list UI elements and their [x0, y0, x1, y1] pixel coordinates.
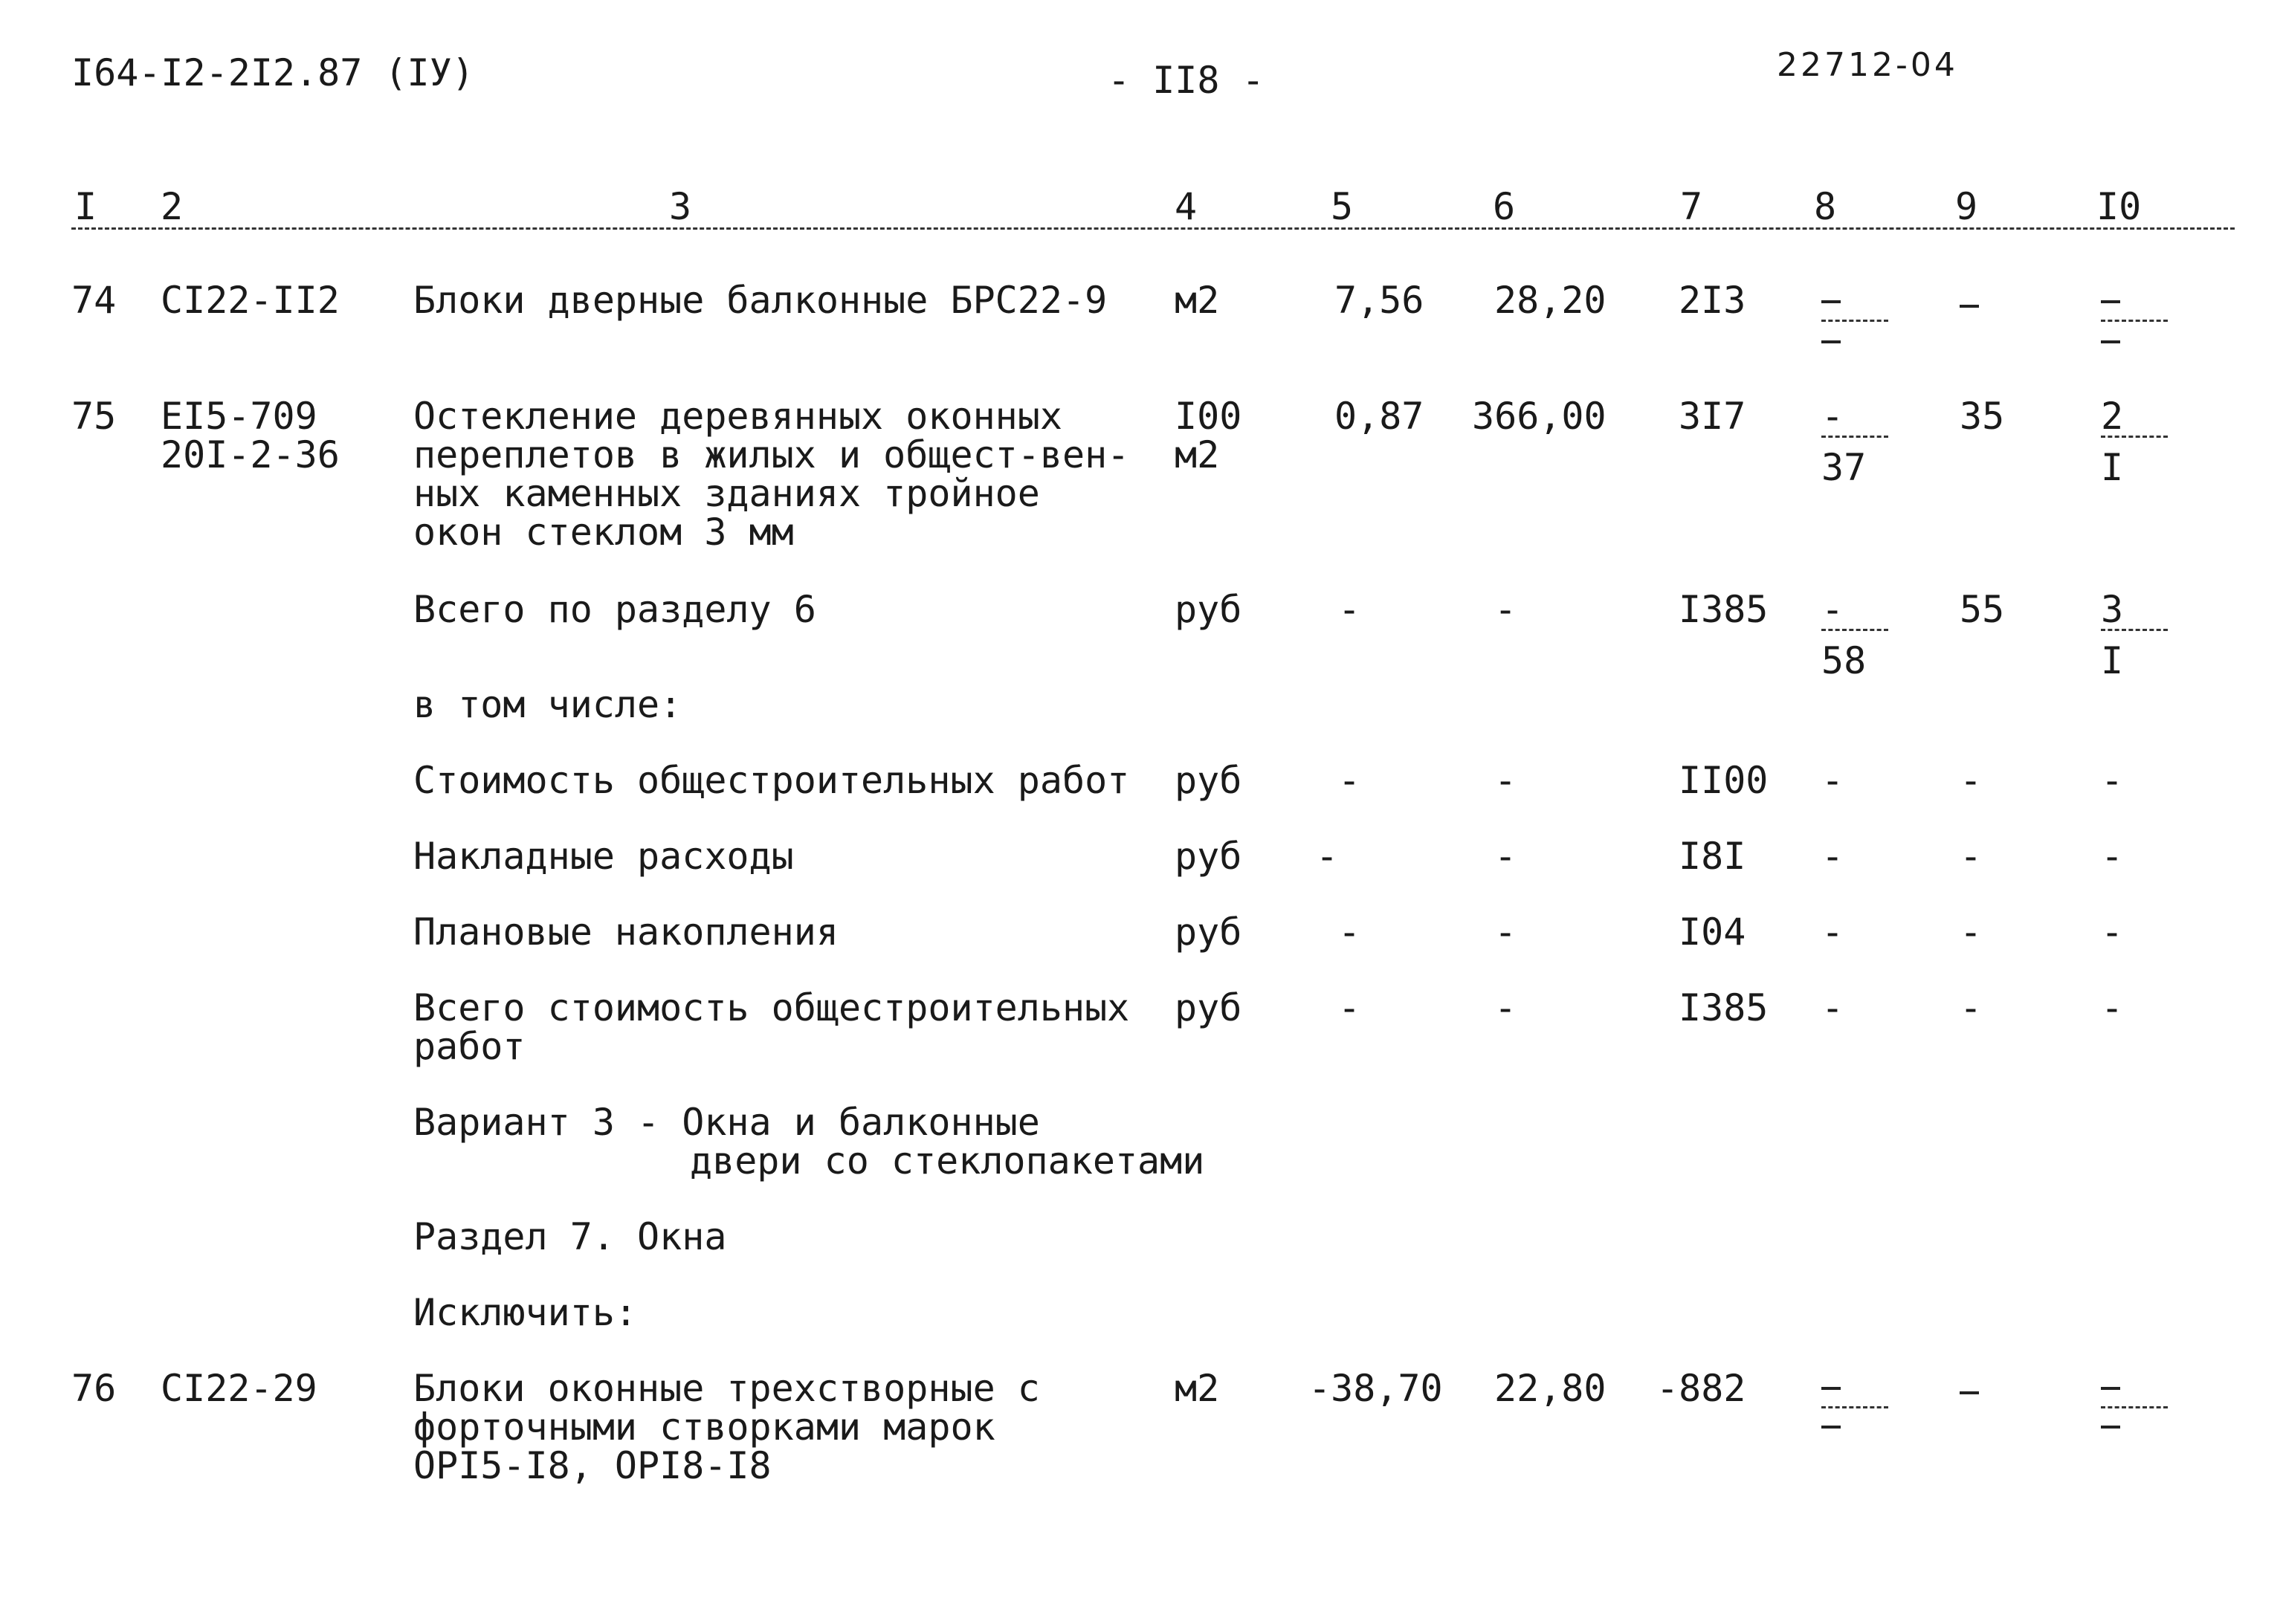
- dash-mark: [1821, 340, 1841, 343]
- row-col-9: -: [1960, 835, 1983, 878]
- dash-mark: [1821, 1387, 1841, 1390]
- row-price: 22,80: [1494, 1367, 1607, 1410]
- row-description: Плановые накопления: [413, 910, 839, 954]
- row-code: CI22-29: [161, 1367, 317, 1410]
- row-unit: руб: [1175, 910, 1242, 954]
- fraction-numerator: 2: [2101, 397, 2168, 438]
- row-code: EI5-709: [161, 395, 317, 438]
- row-number: 75: [71, 395, 117, 438]
- row-unit: м2: [1175, 279, 1220, 322]
- row-description-line: форточными створками марок: [413, 1405, 995, 1449]
- column-header-3: 3: [669, 185, 692, 228]
- row-description-line: ных каменных зданиях тройное: [413, 472, 1040, 515]
- fraction-col-10: [2101, 397, 2168, 487]
- including-label: в том числе:: [413, 683, 682, 726]
- row-description: Стоимость общестроительных работ: [413, 759, 1130, 802]
- row-total: I385: [1679, 986, 1769, 1029]
- fraction-denominator: 37: [1821, 446, 1867, 489]
- fraction-numerator: 3: [2101, 590, 2168, 631]
- row-description-line: Остекление деревянных оконных: [413, 395, 1062, 438]
- document-code: I64-I2-2I2.87 (IУ): [71, 51, 474, 94]
- row-quantity: -: [1338, 588, 1361, 631]
- row-price: -: [1494, 759, 1517, 802]
- column-header-4: 4: [1175, 185, 1198, 228]
- fraction-col-8: [1821, 590, 1888, 680]
- row-col-8: -: [1821, 986, 1844, 1029]
- header-underline: [71, 227, 2235, 230]
- page-number: - II8 -: [1108, 59, 1265, 102]
- exclude-label: Исключить:: [413, 1291, 638, 1334]
- column-header-7: 7: [1680, 185, 1703, 228]
- row-price: 28,20: [1494, 279, 1607, 322]
- row-price: 366,00: [1472, 395, 1607, 438]
- fraction-denominator: I: [2101, 446, 2124, 489]
- row-total: -882: [1656, 1367, 1746, 1410]
- row-total: 2I3: [1679, 279, 1746, 322]
- row-unit: руб: [1175, 835, 1242, 878]
- row-description-line: окон стеклом 3 мм: [413, 511, 794, 554]
- fraction-numerator: -: [1821, 397, 1888, 438]
- fraction-col-8: [1821, 397, 1888, 487]
- row-code-secondary: 20I-2-36: [161, 433, 340, 476]
- row-col-10: -: [2101, 835, 2124, 878]
- row-number: 76: [71, 1367, 117, 1410]
- dash-mark: [1821, 300, 1841, 303]
- row-col-10: -: [2101, 910, 2124, 954]
- row-quantity: -: [1316, 835, 1339, 878]
- row-description-line: ОРI5-I8, ОРI8-I8: [413, 1444, 772, 1487]
- section-heading: Раздел 7. Окна: [413, 1215, 727, 1258]
- row-total: I8I: [1679, 835, 1746, 878]
- row-col-8: -: [1821, 759, 1844, 802]
- row-description: Блоки дверные балконные БРС22-9: [413, 279, 1108, 322]
- row-quantity: -: [1338, 910, 1361, 954]
- dash-mark: [2101, 340, 2120, 343]
- column-header-6: 6: [1493, 185, 1516, 228]
- row-quantity: -38,70: [1308, 1367, 1443, 1410]
- row-price: -: [1494, 910, 1517, 954]
- column-header-5: 5: [1331, 185, 1354, 228]
- column-header-8: 8: [1814, 185, 1837, 228]
- fraction-line: [2101, 320, 2168, 322]
- row-description: Накладные расходы: [413, 835, 794, 878]
- row-col-9: -: [1960, 986, 1983, 1029]
- fraction-denominator: I: [2101, 639, 2124, 682]
- row-unit: I00: [1175, 395, 1242, 438]
- row-col-9: 35: [1960, 395, 2005, 438]
- fraction-line: [1821, 320, 1888, 322]
- row-price: -: [1494, 588, 1517, 631]
- dash-mark: [1960, 1391, 1979, 1394]
- row-col-10: -: [2101, 759, 2124, 802]
- row-description-line: Всего стоимость общестроительных: [413, 986, 1130, 1029]
- row-total: I385: [1679, 588, 1769, 631]
- row-price: -: [1494, 835, 1517, 878]
- row-col-10: -: [2101, 986, 2124, 1029]
- row-col-9: -: [1960, 759, 1983, 802]
- row-unit: м2: [1175, 1367, 1220, 1410]
- column-header-10: I0: [2096, 185, 2142, 228]
- row-col-8: -: [1821, 910, 1844, 954]
- dash-mark: [2101, 1426, 2120, 1429]
- row-price: -: [1494, 986, 1517, 1029]
- row-description-line: переплетов в жилых и общест-вен-: [413, 433, 1130, 476]
- dash-mark: [1821, 1426, 1841, 1429]
- fraction-col-10: [2101, 590, 2168, 680]
- column-header-2: 2: [161, 185, 184, 228]
- variant-heading-line2: двери со стеклопакетами: [690, 1139, 1205, 1183]
- row-col-8: -: [1821, 835, 1844, 878]
- row-total: 3I7: [1679, 395, 1746, 438]
- row-unit: руб: [1175, 986, 1242, 1029]
- fraction-line: [1821, 1406, 1888, 1408]
- row-number: 74: [71, 279, 117, 322]
- dash-mark: [2101, 1387, 2120, 1390]
- row-unit: руб: [1175, 588, 1242, 631]
- dash-mark: [2101, 300, 2120, 303]
- row-description-line: работ: [413, 1025, 526, 1068]
- column-header-1: I: [74, 185, 97, 228]
- row-description-line: Блоки оконные трехстворные с: [413, 1367, 1040, 1410]
- fraction-denominator: 58: [1821, 639, 1867, 682]
- row-description: Всего по разделу 6: [413, 588, 816, 631]
- fraction-numerator: -: [1821, 590, 1888, 631]
- row-quantity: 0,87: [1334, 395, 1424, 438]
- row-total: II00: [1679, 759, 1769, 802]
- row-col-9: -: [1960, 910, 1983, 954]
- row-col-9: 55: [1960, 588, 2005, 631]
- column-header-9: 9: [1955, 185, 1978, 228]
- row-quantity: -: [1338, 759, 1361, 802]
- row-unit: руб: [1175, 759, 1242, 802]
- fraction-line: [2101, 1406, 2168, 1408]
- handwritten-stamp: 22712-04: [1777, 46, 1958, 84]
- row-quantity: 7,56: [1334, 279, 1424, 322]
- row-total: I04: [1679, 910, 1746, 954]
- row-code: CI22-II2: [161, 279, 340, 322]
- variant-heading-line1: Вариант 3 - Окна и балконные: [413, 1101, 1040, 1144]
- dash-mark: [1960, 305, 1979, 308]
- row-quantity: -: [1338, 986, 1361, 1029]
- row-unit-secondary: м2: [1175, 433, 1220, 476]
